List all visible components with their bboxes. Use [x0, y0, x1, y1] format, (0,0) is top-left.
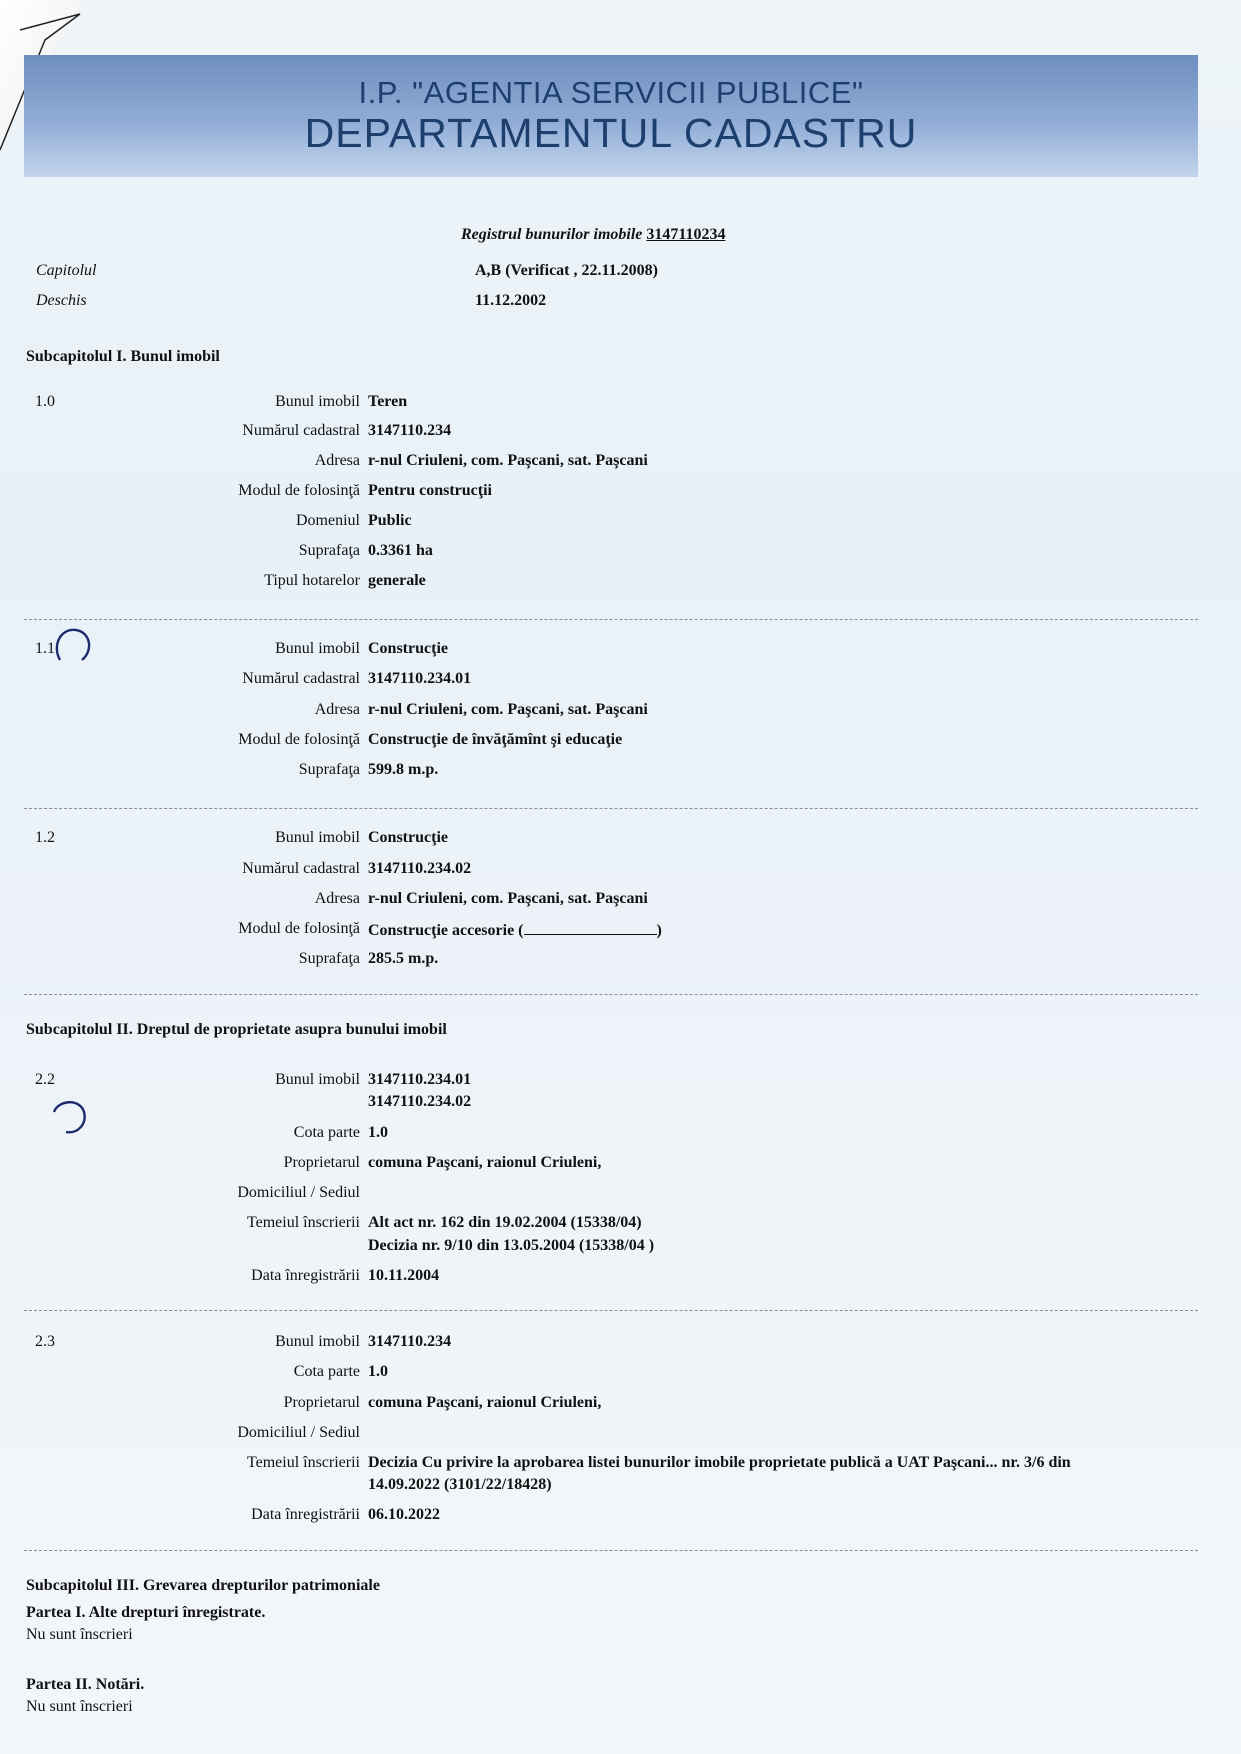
field-label: Data înregistrării	[251, 1506, 360, 1523]
field-value: 06.10.2022	[368, 1506, 440, 1523]
field-value: Teren	[368, 393, 408, 410]
agency-name: I.P. "AGENTIA SERVICII PUBLICE"	[358, 75, 864, 110]
chapter-value: A,B (Verificat , 22.11.2008)	[475, 262, 658, 279]
item-number: 1.0	[35, 393, 55, 410]
field-label: Suprafaţa	[298, 542, 360, 559]
field-value: Construcţie	[368, 829, 448, 846]
field-value-with-blank	[368, 920, 662, 940]
field-value: 3147110.234	[368, 1333, 452, 1350]
item-number: 2.2	[35, 1071, 55, 1088]
field-label: Suprafaţa	[298, 761, 360, 778]
field-value: Construcţie de învăţămînt şi educaţie	[368, 731, 623, 748]
divider	[24, 619, 1198, 620]
department-name: DEPARTAMENTUL CADASTRU	[304, 110, 918, 156]
field-label: Numărul cadastral	[242, 860, 360, 877]
opened-value: 11.12.2002	[475, 292, 547, 309]
field-value: Pentru construcţii	[368, 482, 492, 499]
field-value: Public	[368, 512, 412, 529]
field-value: 10.11.2004	[368, 1267, 440, 1284]
part-text-notations: Nu sunt înscrieri	[26, 1698, 133, 1715]
field-label: Data înregistrării	[251, 1267, 360, 1284]
agency-banner	[24, 55, 1198, 177]
field-value: comuna Paşcani, raionul Criuleni,	[368, 1394, 602, 1411]
section-title-ownership: Subcapitolul II. Dreptul de proprietate asupra bunului imobil	[26, 1021, 447, 1038]
opened-label: Deschis	[36, 292, 87, 309]
field-label: Temeiul înscrierii	[246, 1214, 360, 1231]
field-label: Proprietarul	[283, 1154, 360, 1171]
field-value: 14.09.2022 (3101/22/18428)	[368, 1476, 552, 1493]
field-label: Tipul hotarelor	[264, 572, 360, 589]
divider	[24, 808, 1198, 809]
part-title-notations: Partea II. Notări.	[26, 1676, 145, 1693]
field-label: Domiciliul / Sediul	[237, 1184, 360, 1201]
field-value: Alt act nr. 162 din 19.02.2004 (15338/04)	[368, 1214, 642, 1231]
field-label: Adresa	[314, 890, 360, 907]
chapter-label: Capitolul	[36, 262, 97, 279]
field-value: 285.5 m.p.	[368, 950, 439, 967]
field-label: Modul de folosinţă	[238, 731, 360, 748]
field-value: 3147110.234.02	[368, 1093, 472, 1110]
field-value: comuna Paşcani, raionul Criuleni,	[368, 1154, 602, 1171]
section-title-encumbrances: Subcapitolul III. Grevarea drepturilor patrimoniale	[26, 1577, 380, 1594]
divider	[24, 1310, 1198, 1311]
registry-label: Registrul bunurilor imobile	[461, 226, 643, 243]
field-value: 0.3361 ha	[368, 542, 433, 559]
field-label: Bunul imobil	[275, 1071, 360, 1088]
field-value: 3147110.234.01	[368, 1071, 472, 1088]
field-value: Decizia Cu privire la aprobarea listei bunurilor imobile proprietate publică a UAT Paşcani... nr. 3/6 din	[368, 1454, 1071, 1471]
field-label: Cota parte	[293, 1363, 360, 1380]
part-title-other-rights: Partea I. Alte drepturi înregistrate.	[26, 1604, 266, 1621]
field-value: Construcţie	[368, 640, 448, 657]
field-label: Suprafaţa	[298, 950, 360, 967]
field-label: Numărul cadastral	[242, 422, 360, 439]
field-label: Numărul cadastral	[242, 670, 360, 687]
field-label: Adresa	[314, 701, 360, 718]
field-value: 1.0	[368, 1363, 388, 1380]
item-number: 1.1	[35, 640, 55, 657]
field-value: 1.0	[368, 1124, 388, 1141]
field-value: Decizia nr. 9/10 din 13.05.2004 (15338/04 )	[368, 1237, 655, 1254]
item-number: 1.2	[35, 829, 55, 846]
field-value: r-nul Criuleni, com. Paşcani, sat. Paşcani	[368, 452, 648, 469]
divider	[24, 994, 1198, 995]
field-label: Temeiul înscrierii	[246, 1454, 360, 1471]
field-label: Bunul imobil	[275, 1333, 360, 1350]
item-number: 2.3	[35, 1333, 55, 1350]
closing-paren: )	[656, 922, 662, 939]
field-label: Bunul imobil	[275, 393, 360, 410]
field-label: Bunul imobil	[275, 829, 360, 846]
field-label: Modul de folosinţă	[238, 482, 360, 499]
field-label: Domiciliul / Sediul	[237, 1424, 360, 1441]
field-label: Cota parte	[293, 1124, 360, 1141]
field-label: Modul de folosinţă	[238, 920, 360, 937]
field-label: Bunul imobil	[275, 640, 360, 657]
field-value: Construcţie accesorie (	[368, 922, 524, 939]
blank-line	[524, 920, 657, 935]
field-label: Proprietarul	[283, 1394, 360, 1411]
field-value: r-nul Criuleni, com. Paşcani, sat. Paşcani	[368, 701, 648, 718]
part-text-other-rights: Nu sunt înscrieri	[26, 1626, 133, 1643]
pen-circle-mark	[50, 624, 96, 666]
field-value: 3147110.234.02	[368, 860, 472, 877]
registry-number: 3147110234	[646, 226, 726, 243]
divider	[24, 1550, 1198, 1551]
field-value: 599.8 m.p.	[368, 761, 439, 778]
field-label: Domeniul	[296, 512, 360, 529]
section-title-property: Subcapitolul I. Bunul imobil	[26, 348, 220, 365]
registry-title	[461, 226, 726, 244]
field-value: r-nul Criuleni, com. Paşcani, sat. Paşcani	[368, 890, 648, 907]
field-value: 3147110.234	[368, 422, 452, 439]
field-value: generale	[368, 572, 426, 589]
field-value: 3147110.234.01	[368, 670, 472, 687]
field-label: Adresa	[314, 452, 360, 469]
pen-circle-mark	[50, 1098, 90, 1138]
